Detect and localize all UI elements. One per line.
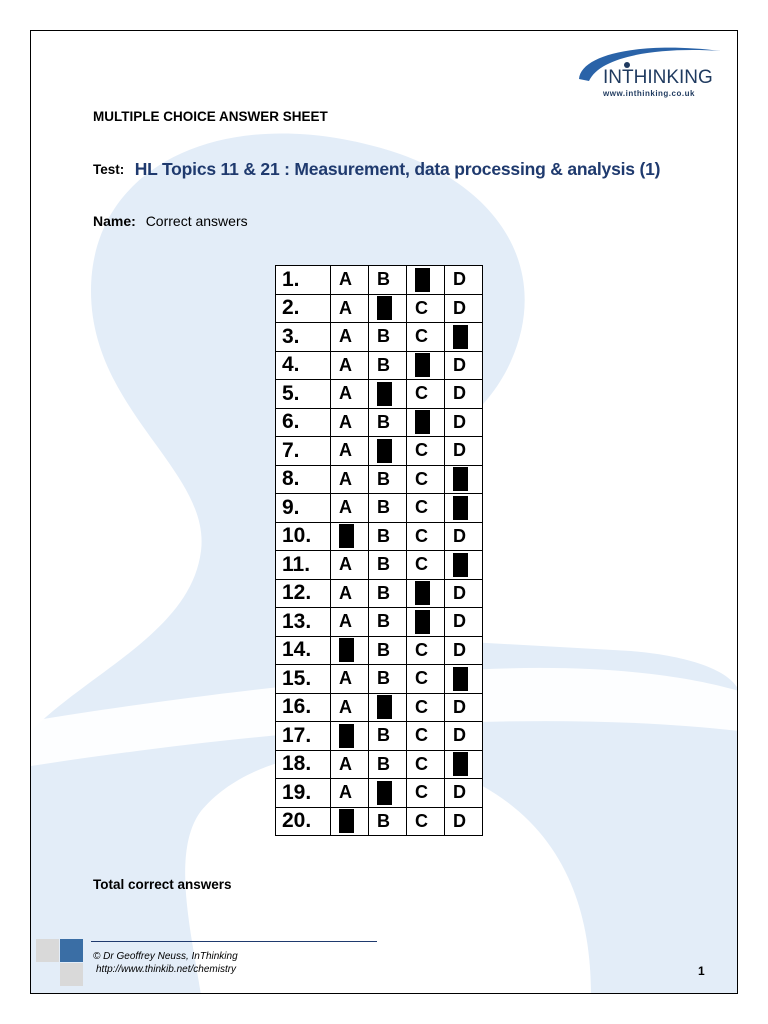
selected-answer-mark[interactable] [407, 266, 445, 295]
option-c[interactable]: C [407, 722, 445, 751]
question-number: 9. [276, 494, 331, 523]
question-number: 10. [276, 522, 331, 551]
filled-mark [415, 353, 430, 377]
answer-row [276, 323, 483, 352]
selected-answer-mark[interactable] [331, 636, 369, 665]
option-c[interactable]: C [407, 437, 445, 466]
test-label: Test: [93, 162, 125, 177]
option-c[interactable]: C [407, 465, 445, 494]
option-b[interactable]: B [369, 465, 407, 494]
option-d[interactable]: D [445, 779, 483, 808]
option-a[interactable]: A [331, 494, 369, 523]
option-d[interactable]: D [445, 437, 483, 466]
filled-mark [377, 439, 392, 463]
answer-row [276, 494, 483, 523]
option-d[interactable]: D [445, 579, 483, 608]
selected-answer-mark[interactable] [331, 522, 369, 551]
option-a[interactable]: A [331, 465, 369, 494]
option-c[interactable]: C [407, 636, 445, 665]
footer-squares-decoration [36, 939, 84, 987]
answer-row [276, 693, 483, 722]
answer-row [276, 465, 483, 494]
option-d[interactable]: D [445, 294, 483, 323]
selected-answer-mark[interactable] [369, 294, 407, 323]
selected-answer-mark[interactable] [331, 807, 369, 836]
option-b[interactable]: B [369, 408, 407, 437]
selected-answer-mark[interactable] [445, 494, 483, 523]
answer-row [276, 636, 483, 665]
name-label: Name: [93, 213, 136, 229]
option-a[interactable]: A [331, 779, 369, 808]
question-number: 14. [276, 636, 331, 665]
option-c[interactable]: C [407, 294, 445, 323]
selected-answer-mark[interactable] [407, 408, 445, 437]
selected-answer-mark[interactable] [369, 693, 407, 722]
question-number: 13. [276, 608, 331, 637]
page-frame [30, 30, 738, 994]
option-d[interactable]: D [445, 693, 483, 722]
name-value: Correct answers [145, 213, 248, 229]
filled-mark [339, 524, 354, 548]
option-b[interactable]: B [369, 636, 407, 665]
option-a[interactable]: A [331, 750, 369, 779]
filled-mark [415, 610, 430, 634]
answer-grid [275, 265, 483, 836]
name-line [93, 213, 248, 229]
logo-brand-text: INTHINKING [603, 67, 713, 88]
question-number: 8. [276, 465, 331, 494]
option-a[interactable]: A [331, 693, 369, 722]
question-number: 15. [276, 665, 331, 694]
filled-mark [453, 467, 468, 491]
filled-mark [377, 382, 392, 406]
question-number: 12. [276, 579, 331, 608]
sheet-title: MULTIPLE CHOICE ANSWER SHEET [93, 109, 328, 124]
total-correct-label: Total correct answers [93, 877, 232, 892]
option-c[interactable]: C [407, 551, 445, 580]
option-d[interactable]: D [445, 636, 483, 665]
option-c[interactable]: C [407, 693, 445, 722]
answer-row [276, 551, 483, 580]
option-b[interactable]: B [369, 551, 407, 580]
filled-mark [453, 496, 468, 520]
filled-mark [339, 724, 354, 748]
option-a[interactable]: A [331, 408, 369, 437]
option-a[interactable]: A [331, 608, 369, 637]
option-c[interactable]: C [407, 380, 445, 409]
question-number: 11. [276, 551, 331, 580]
question-number: 5. [276, 380, 331, 409]
filled-mark [339, 809, 354, 833]
answer-row [276, 579, 483, 608]
option-d[interactable]: D [445, 408, 483, 437]
option-b[interactable]: B [369, 750, 407, 779]
page-number: 1 [698, 964, 705, 978]
test-title: HL Topics 11 & 21 : Measurement, data processing & analysis (1) [134, 159, 661, 179]
filled-mark [453, 752, 468, 776]
option-d[interactable]: D [445, 380, 483, 409]
option-a[interactable]: A [331, 665, 369, 694]
selected-answer-mark[interactable] [331, 722, 369, 751]
filled-mark [377, 296, 392, 320]
footer-rule [91, 941, 377, 942]
test-line [93, 159, 660, 180]
option-b[interactable]: B [369, 665, 407, 694]
selected-answer-mark[interactable] [445, 551, 483, 580]
filled-mark [415, 268, 430, 292]
footer-url: http://www.thinkib.net/chemistry [96, 964, 237, 975]
option-a[interactable]: A [331, 437, 369, 466]
selected-answer-mark[interactable] [369, 779, 407, 808]
option-d[interactable]: D [445, 351, 483, 380]
option-c[interactable]: C [407, 750, 445, 779]
answer-row [276, 750, 483, 779]
answer-row [276, 522, 483, 551]
filled-mark [339, 638, 354, 662]
selected-answer-mark[interactable] [369, 437, 407, 466]
question-number: 3. [276, 323, 331, 352]
filled-mark [453, 325, 468, 349]
footer-author: © Dr Geoffrey Neuss, InThinking [93, 951, 238, 962]
filled-mark [415, 410, 430, 434]
filled-mark [377, 781, 392, 805]
option-d[interactable]: D [445, 266, 483, 295]
filled-mark [453, 553, 468, 577]
filled-mark [453, 667, 468, 691]
answer-row [276, 437, 483, 466]
selected-answer-mark[interactable] [445, 323, 483, 352]
selected-answer-mark[interactable] [407, 579, 445, 608]
option-d[interactable]: D [445, 608, 483, 637]
option-b[interactable]: B [369, 266, 407, 295]
option-b[interactable]: B [369, 608, 407, 637]
selected-answer-mark[interactable] [407, 608, 445, 637]
filled-mark [377, 695, 392, 719]
option-a[interactable]: A [331, 380, 369, 409]
logo-url-text: www.inthinking.co.uk [603, 89, 695, 98]
selected-answer-mark[interactable] [445, 665, 483, 694]
answer-row [276, 294, 483, 323]
question-number: 4. [276, 351, 331, 380]
question-number: 7. [276, 437, 331, 466]
option-a[interactable]: A [331, 323, 369, 352]
option-b[interactable]: B [369, 494, 407, 523]
option-c[interactable]: C [407, 665, 445, 694]
selected-answer-mark[interactable] [445, 465, 483, 494]
option-a[interactable]: A [331, 351, 369, 380]
question-number: 18. [276, 750, 331, 779]
option-b[interactable]: B [369, 722, 407, 751]
option-b[interactable]: B [369, 323, 407, 352]
option-c[interactable]: C [407, 323, 445, 352]
answer-row [276, 608, 483, 637]
selected-answer-mark[interactable] [407, 351, 445, 380]
option-a[interactable]: A [331, 579, 369, 608]
selected-answer-mark[interactable] [445, 750, 483, 779]
answer-row [276, 351, 483, 380]
option-b[interactable]: B [369, 579, 407, 608]
question-number: 20. [276, 807, 331, 836]
option-b[interactable]: B [369, 351, 407, 380]
question-number: 16. [276, 693, 331, 722]
option-b[interactable]: B [369, 522, 407, 551]
question-number: 17. [276, 722, 331, 751]
question-number: 6. [276, 408, 331, 437]
option-d[interactable]: D [445, 807, 483, 836]
option-a[interactable]: A [331, 294, 369, 323]
option-c[interactable]: C [407, 779, 445, 808]
answer-row [276, 722, 483, 751]
option-c[interactable]: C [407, 807, 445, 836]
option-d[interactable]: D [445, 522, 483, 551]
option-d[interactable]: D [445, 722, 483, 751]
question-number: 1. [276, 266, 331, 295]
filled-mark [415, 581, 430, 605]
question-number: 2. [276, 294, 331, 323]
option-c[interactable]: C [407, 494, 445, 523]
answer-row [276, 807, 483, 836]
option-a[interactable]: A [331, 551, 369, 580]
answer-row [276, 408, 483, 437]
answer-row [276, 665, 483, 694]
option-a[interactable]: A [331, 266, 369, 295]
option-b[interactable]: B [369, 807, 407, 836]
option-c[interactable]: C [407, 522, 445, 551]
answer-row [276, 380, 483, 409]
selected-answer-mark[interactable] [369, 380, 407, 409]
answer-row [276, 779, 483, 808]
question-number: 19. [276, 779, 331, 808]
answer-row [276, 266, 483, 295]
